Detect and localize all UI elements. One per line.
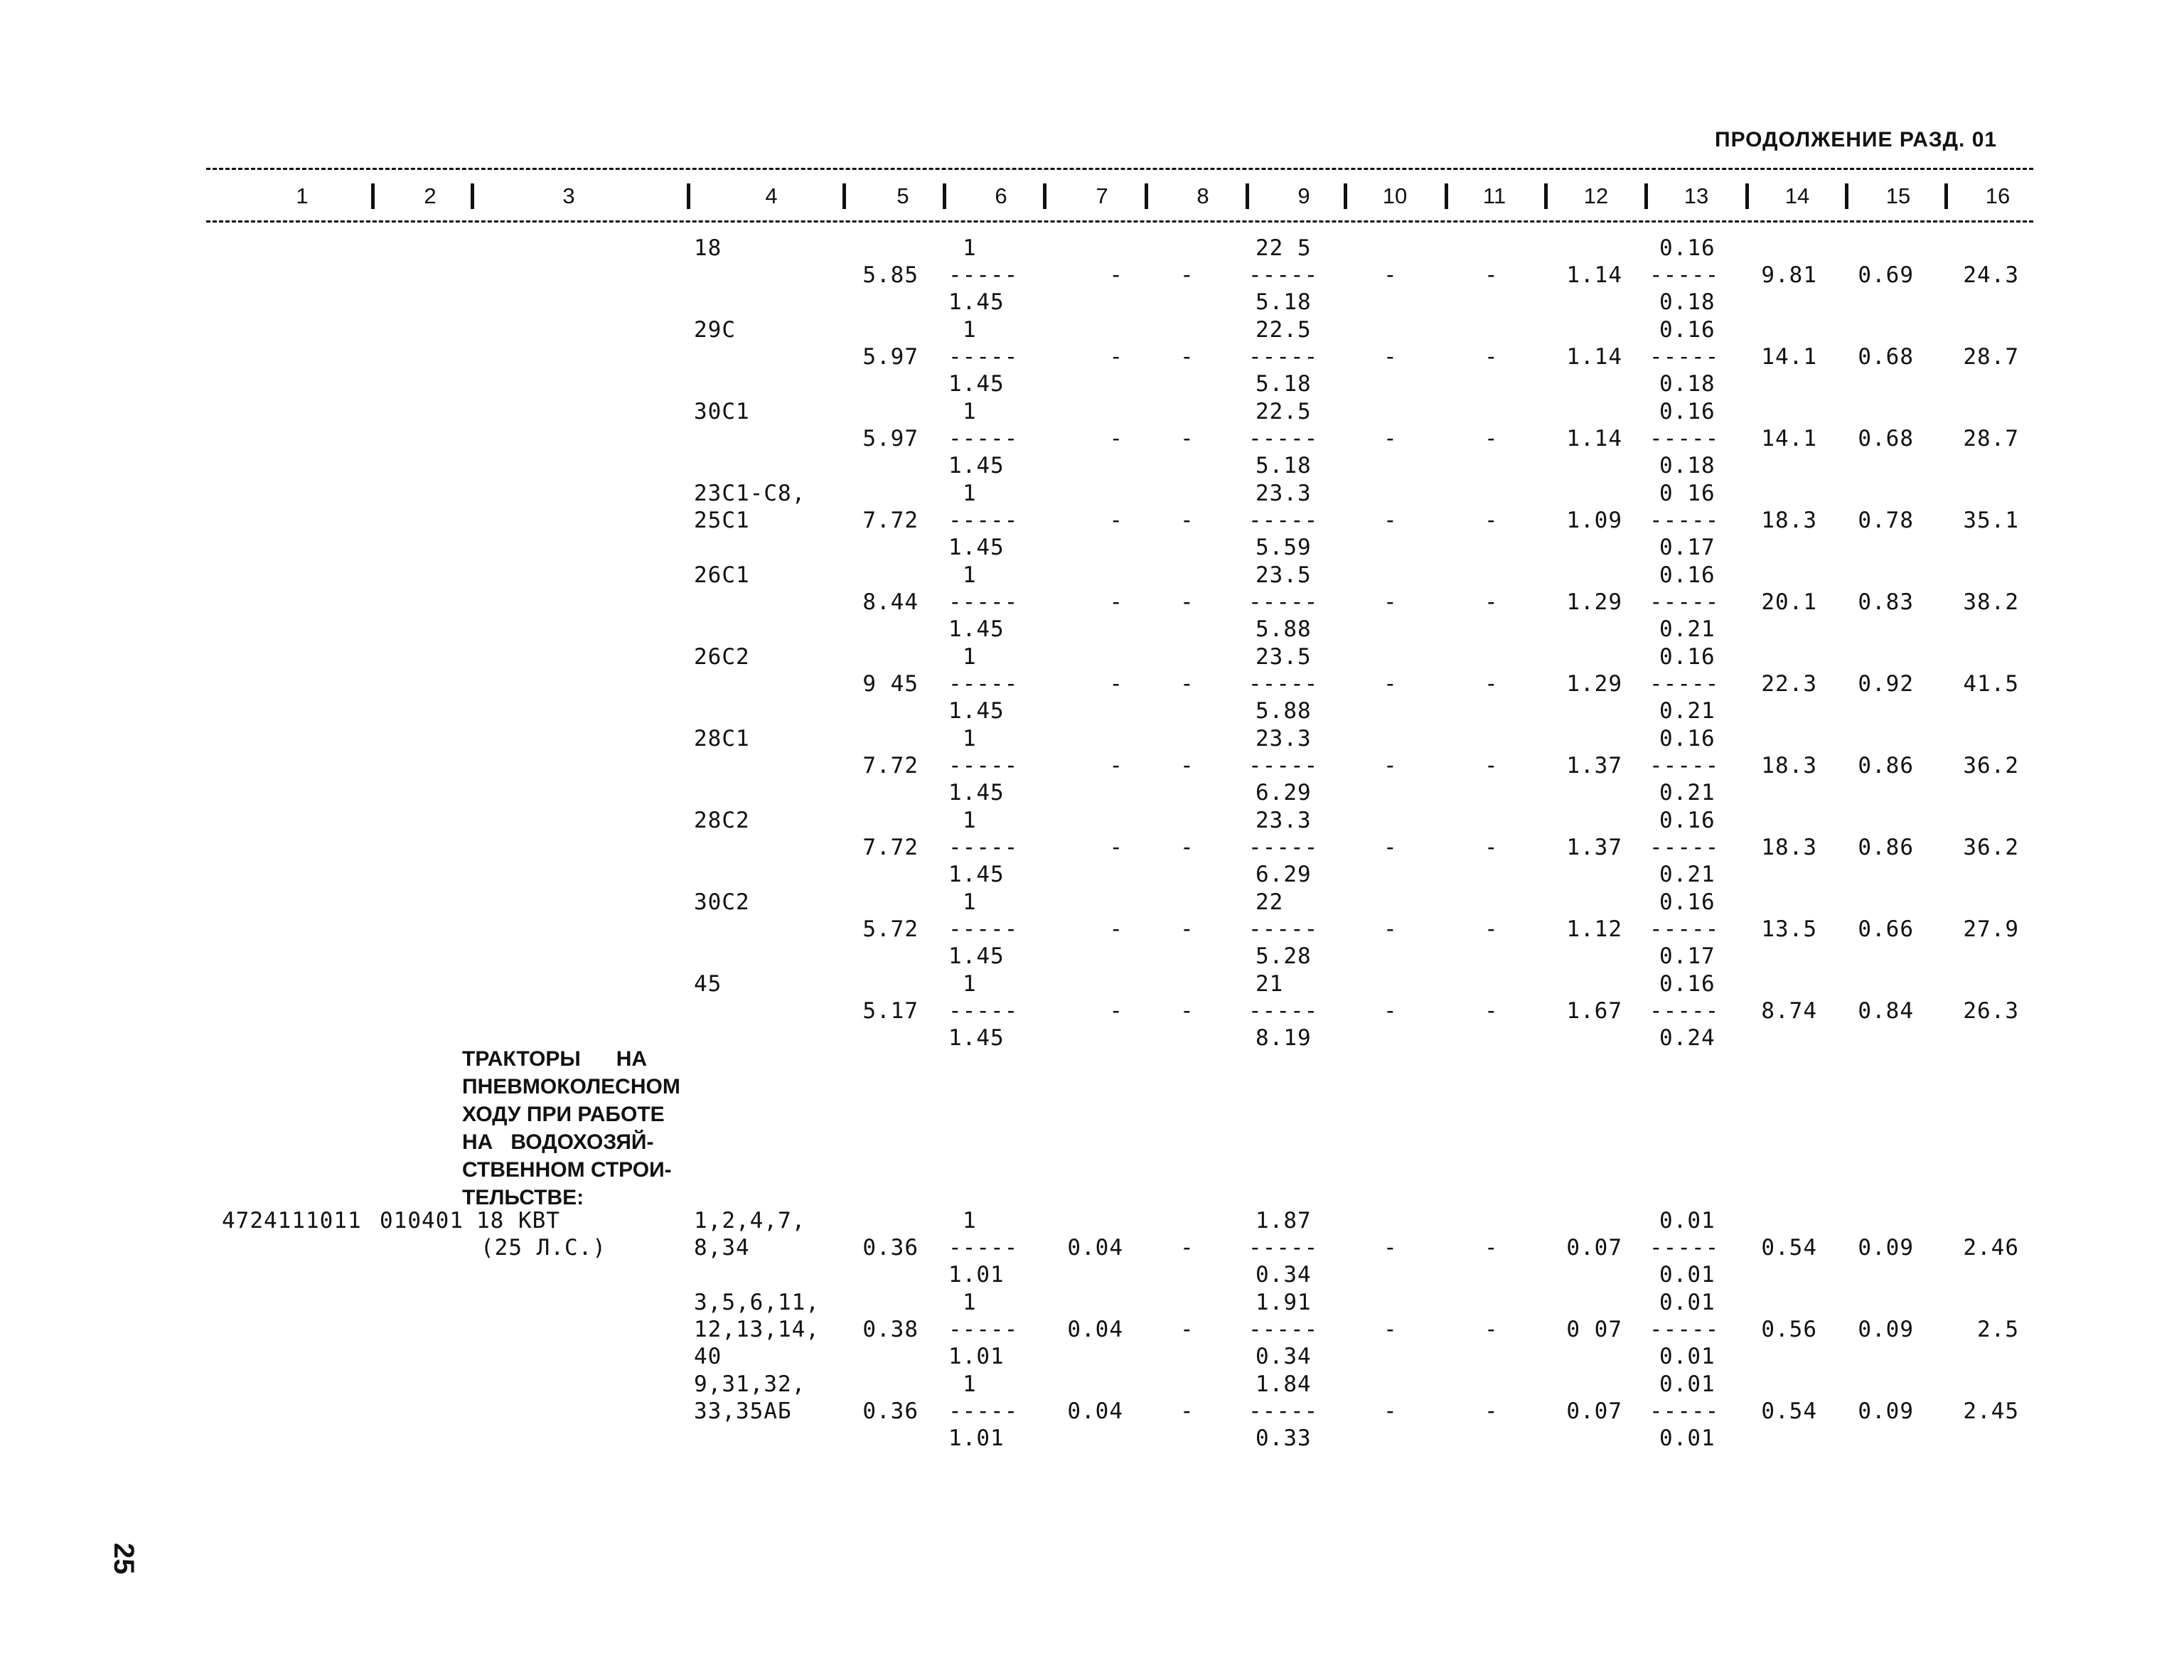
cell-col8: - bbox=[1180, 589, 1194, 615]
cell-col13: 0.17 bbox=[1659, 535, 1715, 560]
cell-col6: 1 bbox=[963, 1208, 977, 1234]
cell-col9: ----- bbox=[1248, 998, 1319, 1024]
cell-col13: ----- bbox=[1649, 344, 1720, 370]
cell-col12: 1.67 bbox=[1566, 998, 1622, 1024]
cell-col8: - bbox=[1180, 344, 1194, 370]
cell-col15: 0.83 bbox=[1858, 589, 1914, 615]
cell-col6: ----- bbox=[948, 262, 1019, 288]
cell-col4: 18 bbox=[694, 235, 722, 261]
cell-col6: 1.45 bbox=[948, 535, 1005, 560]
column-header-15: 15 bbox=[1885, 183, 1911, 208]
cell-col13: 0.01 bbox=[1659, 1344, 1715, 1369]
cell-col14: 8.74 bbox=[1761, 998, 1817, 1024]
cell-col6: ----- bbox=[948, 589, 1019, 615]
cell-col16: 41.5 bbox=[1963, 671, 2019, 697]
cell-col12: 0 07 bbox=[1566, 1317, 1622, 1342]
cell-col13: 0.16 bbox=[1659, 317, 1715, 343]
cell-col13: 0.16 bbox=[1659, 726, 1715, 751]
cell-col13: 0.21 bbox=[1659, 616, 1715, 642]
cell-col6: 1.45 bbox=[948, 453, 1005, 478]
cell-col15: 0.78 bbox=[1858, 508, 1914, 533]
cell-col9: ----- bbox=[1248, 753, 1319, 779]
cell-col11: - bbox=[1484, 1398, 1499, 1424]
cell-col9: 22.5 bbox=[1256, 317, 1312, 343]
cell-col8: - bbox=[1180, 998, 1194, 1024]
cell-col7: 0.04 bbox=[1067, 1235, 1123, 1261]
cell-col13: 0 16 bbox=[1659, 481, 1715, 506]
cell-col6: 1 bbox=[963, 1371, 977, 1397]
column-separator bbox=[1145, 183, 1148, 209]
column-separator bbox=[1246, 183, 1249, 209]
cell-col7: - bbox=[1109, 344, 1123, 370]
item-subcode: 010401 bbox=[380, 1208, 464, 1234]
cell-col7: - bbox=[1109, 916, 1123, 942]
column-separator bbox=[371, 183, 375, 209]
cell-col13: 0.01 bbox=[1659, 1290, 1715, 1315]
cell-col6: 1.45 bbox=[948, 862, 1005, 887]
cell-col8: - bbox=[1180, 835, 1194, 860]
section-note-line: ТРАКТОРЫ НА bbox=[462, 1047, 648, 1071]
cell-col13: ----- bbox=[1649, 753, 1720, 779]
cell-col4: 23С1-С8, bbox=[694, 481, 806, 506]
cell-col13: 0.16 bbox=[1659, 971, 1715, 997]
column-separator bbox=[1745, 183, 1749, 209]
cell-col6: ----- bbox=[948, 1317, 1019, 1342]
cell-col6: 1.45 bbox=[948, 616, 1005, 642]
cell-col5: 5.72 bbox=[862, 916, 919, 942]
cell-col9: 21 bbox=[1256, 971, 1284, 997]
cell-col8: - bbox=[1180, 1235, 1194, 1261]
cell-col9: 5.18 bbox=[1256, 289, 1312, 315]
cell-col9: 1.91 bbox=[1256, 1290, 1312, 1315]
cell-col7: - bbox=[1109, 753, 1123, 779]
column-header-14: 14 bbox=[1784, 183, 1810, 208]
cell-col16: 35.1 bbox=[1963, 508, 2019, 533]
item-description: (25 Л.С.) bbox=[481, 1235, 606, 1261]
cell-col16: 2.46 bbox=[1963, 1235, 2019, 1261]
cell-col5: 7.72 bbox=[862, 753, 919, 779]
cell-col6: 1.45 bbox=[948, 780, 1005, 806]
cell-col9: ----- bbox=[1248, 671, 1319, 697]
cell-col4: 30С1 bbox=[694, 399, 750, 424]
cell-col13: ----- bbox=[1649, 998, 1720, 1024]
cell-col14: 18.3 bbox=[1761, 835, 1817, 860]
cell-col5: 8.44 bbox=[862, 589, 919, 615]
cell-col4: 28С2 bbox=[694, 808, 750, 833]
cell-col6: ----- bbox=[948, 1398, 1019, 1424]
cell-col7: - bbox=[1109, 262, 1123, 288]
cell-col16: 28.7 bbox=[1963, 426, 2019, 451]
cell-col11: - bbox=[1484, 262, 1499, 288]
cell-col10: - bbox=[1383, 916, 1398, 942]
cell-col6: 1.45 bbox=[948, 289, 1005, 315]
cell-col10: - bbox=[1383, 835, 1398, 860]
cell-col4: 25С1 bbox=[694, 508, 750, 533]
cell-col6: 1.01 bbox=[948, 1262, 1005, 1288]
section-note-line: ПНЕВМОКОЛЕСНОМ bbox=[462, 1075, 680, 1098]
cell-col13: ----- bbox=[1649, 1398, 1720, 1424]
column-header-7: 7 bbox=[1096, 183, 1108, 208]
cell-col12: 1.29 bbox=[1566, 589, 1622, 615]
cell-col6: ----- bbox=[948, 1235, 1019, 1261]
cell-col11: - bbox=[1484, 916, 1499, 942]
cell-col15: 0.86 bbox=[1858, 835, 1914, 860]
column-header-10: 10 bbox=[1382, 183, 1408, 208]
cell-col6: 1 bbox=[963, 726, 977, 751]
cell-col15: 0.09 bbox=[1858, 1398, 1914, 1424]
cell-col6: ----- bbox=[948, 916, 1019, 942]
section-note-line: ХОДУ ПРИ РАБОТЕ bbox=[462, 1103, 665, 1126]
cell-col8: - bbox=[1180, 916, 1194, 942]
cell-col16: 27.9 bbox=[1963, 916, 2019, 942]
cell-col6: 1.45 bbox=[948, 943, 1005, 969]
cell-col13: 0.16 bbox=[1659, 399, 1715, 424]
cell-col14: 14.1 bbox=[1761, 426, 1817, 451]
cell-col16: 24.3 bbox=[1963, 262, 2019, 288]
cell-col8: - bbox=[1180, 671, 1194, 697]
cell-col14: 0.56 bbox=[1761, 1317, 1817, 1342]
cell-col16: 28.7 bbox=[1963, 344, 2019, 370]
section-note-line: СТВЕННОМ СТРОИ- bbox=[462, 1158, 672, 1182]
cell-col5: 5.17 bbox=[862, 998, 919, 1024]
cell-col9: ----- bbox=[1248, 344, 1319, 370]
column-header-4: 4 bbox=[765, 183, 778, 208]
column-header-9: 9 bbox=[1297, 183, 1310, 208]
cell-col9: ----- bbox=[1248, 835, 1319, 860]
cell-col16: 36.2 bbox=[1963, 753, 2019, 779]
cell-col8: - bbox=[1180, 753, 1194, 779]
cell-col9: 23.3 bbox=[1256, 726, 1312, 751]
cell-col4: 8,34 bbox=[694, 1235, 750, 1261]
cell-col13: 0.16 bbox=[1659, 644, 1715, 670]
cell-col4: 29С bbox=[694, 317, 736, 343]
cell-col11: - bbox=[1484, 426, 1499, 451]
item-description: 18 КВТ bbox=[476, 1208, 560, 1234]
cell-col4: 40 bbox=[694, 1344, 722, 1369]
cell-col9: 0.34 bbox=[1256, 1344, 1312, 1369]
column-header-3: 3 bbox=[562, 183, 575, 208]
header-top-rule bbox=[206, 168, 2033, 170]
cell-col14: 22.3 bbox=[1761, 671, 1817, 697]
cell-col13: 0.16 bbox=[1659, 235, 1715, 261]
cell-col13: 0.18 bbox=[1659, 289, 1715, 315]
cell-col6: ----- bbox=[948, 426, 1019, 451]
cell-col15: 0.09 bbox=[1858, 1235, 1914, 1261]
cell-col15: 0.68 bbox=[1858, 344, 1914, 370]
cell-col13: ----- bbox=[1649, 262, 1720, 288]
cell-col4: 26С1 bbox=[694, 562, 750, 588]
cell-col9: 0.33 bbox=[1256, 1425, 1312, 1451]
cell-col9: 22 5 bbox=[1256, 235, 1312, 261]
cell-col14: 14.1 bbox=[1761, 344, 1817, 370]
cell-col4: 33,35АБ bbox=[694, 1398, 792, 1424]
cell-col10: - bbox=[1383, 753, 1398, 779]
cell-col6: ----- bbox=[948, 753, 1019, 779]
cell-col6: 1 bbox=[963, 808, 977, 833]
cell-col10: - bbox=[1383, 998, 1398, 1024]
cell-col13: 0.21 bbox=[1659, 698, 1715, 724]
item-code: 4724111011 bbox=[222, 1208, 362, 1234]
column-header-1: 1 bbox=[296, 183, 309, 208]
cell-col5: 0.36 bbox=[862, 1235, 919, 1261]
column-separator bbox=[471, 183, 474, 209]
cell-col9: ----- bbox=[1248, 1235, 1319, 1261]
cell-col9: 5.88 bbox=[1256, 698, 1312, 724]
cell-col5: 5.97 bbox=[862, 344, 919, 370]
cell-col13: 0.18 bbox=[1659, 371, 1715, 397]
cell-col12: 1.14 bbox=[1566, 344, 1622, 370]
cell-col10: - bbox=[1383, 589, 1398, 615]
cell-col6: 1 bbox=[963, 399, 977, 424]
cell-col8: - bbox=[1180, 508, 1194, 533]
cell-col9: ----- bbox=[1248, 262, 1319, 288]
cell-col5: 5.85 bbox=[862, 262, 919, 288]
cell-col13: ----- bbox=[1649, 1317, 1720, 1342]
cell-col12: 1.14 bbox=[1566, 262, 1622, 288]
cell-col11: - bbox=[1484, 835, 1499, 860]
cell-col11: - bbox=[1484, 1317, 1499, 1342]
cell-col6: ----- bbox=[948, 508, 1019, 533]
cell-col15: 0.92 bbox=[1858, 671, 1914, 697]
cell-col9: 1.84 bbox=[1256, 1371, 1312, 1397]
cell-col11: - bbox=[1484, 508, 1499, 533]
column-separator bbox=[687, 183, 690, 209]
cell-col6: 1.01 bbox=[948, 1425, 1005, 1451]
page-number: 25 bbox=[108, 1543, 139, 1575]
cell-col6: 1 bbox=[963, 481, 977, 506]
cell-col6: ----- bbox=[948, 998, 1019, 1024]
column-separator bbox=[1944, 183, 1948, 209]
column-separator bbox=[1845, 183, 1848, 209]
cell-col10: - bbox=[1383, 1235, 1398, 1261]
column-header-12: 12 bbox=[1583, 183, 1609, 208]
cell-col5: 9 45 bbox=[862, 671, 919, 697]
cell-col15: 0.68 bbox=[1858, 426, 1914, 451]
column-header-5: 5 bbox=[896, 183, 909, 208]
cell-col13: ----- bbox=[1649, 916, 1720, 942]
cell-col6: 1 bbox=[963, 1290, 977, 1315]
cell-col6: 1 bbox=[963, 235, 977, 261]
cell-col9: 6.29 bbox=[1256, 862, 1312, 887]
cell-col13: 0.01 bbox=[1659, 1262, 1715, 1288]
cell-col15: 0.66 bbox=[1858, 916, 1914, 942]
cell-col6: 1.45 bbox=[948, 371, 1005, 397]
cell-col9: 22.5 bbox=[1256, 399, 1312, 424]
cell-col8: - bbox=[1180, 262, 1194, 288]
column-separator bbox=[943, 183, 946, 209]
column-separator bbox=[1344, 183, 1347, 209]
column-header-6: 6 bbox=[995, 183, 1007, 208]
cell-col4: 3,5,6,11, bbox=[694, 1290, 820, 1315]
column-header-11: 11 bbox=[1482, 183, 1506, 208]
column-separator bbox=[1445, 183, 1448, 209]
cell-col16: 26.3 bbox=[1963, 998, 2019, 1024]
cell-col6: ----- bbox=[948, 344, 1019, 370]
cell-col13: 0.16 bbox=[1659, 562, 1715, 588]
cell-col6: 1 bbox=[963, 971, 977, 997]
cell-col9: 1.87 bbox=[1256, 1208, 1312, 1234]
cell-col7: 0.04 bbox=[1067, 1398, 1123, 1424]
cell-col4: 30С2 bbox=[694, 889, 750, 915]
section-note-line: НА ВОДОХОЗЯЙ- bbox=[462, 1130, 654, 1154]
cell-col9: 8.19 bbox=[1256, 1025, 1312, 1051]
cell-col6: ----- bbox=[948, 671, 1019, 697]
cell-col14: 18.3 bbox=[1761, 508, 1817, 533]
cell-col11: - bbox=[1484, 671, 1499, 697]
cell-col6: 1 bbox=[963, 889, 977, 915]
cell-col9: ----- bbox=[1248, 508, 1319, 533]
cell-col9: ----- bbox=[1248, 916, 1319, 942]
cell-col13: 0.18 bbox=[1659, 453, 1715, 478]
cell-col13: 0.16 bbox=[1659, 889, 1715, 915]
cell-col13: 0.17 bbox=[1659, 943, 1715, 969]
cell-col12: 1.14 bbox=[1566, 426, 1622, 451]
cell-col13: 0.01 bbox=[1659, 1208, 1715, 1234]
cell-col9: 23.3 bbox=[1256, 808, 1312, 833]
cell-col15: 0.84 bbox=[1858, 998, 1914, 1024]
column-separator bbox=[1544, 183, 1548, 209]
cell-col12: 1.37 bbox=[1566, 753, 1622, 779]
cell-col5: 7.72 bbox=[862, 835, 919, 860]
cell-col14: 0.54 bbox=[1761, 1398, 1817, 1424]
cell-col7: - bbox=[1109, 671, 1123, 697]
cell-col9: ----- bbox=[1248, 589, 1319, 615]
cell-col9: 6.29 bbox=[1256, 780, 1312, 806]
cell-col14: 9.81 bbox=[1761, 262, 1817, 288]
cell-col9: 5.88 bbox=[1256, 616, 1312, 642]
cell-col13: ----- bbox=[1649, 508, 1720, 533]
cell-col6: ----- bbox=[948, 835, 1019, 860]
cell-col14: 18.3 bbox=[1761, 753, 1817, 779]
cell-col13: ----- bbox=[1649, 835, 1720, 860]
cell-col9: ----- bbox=[1248, 426, 1319, 451]
column-header-13: 13 bbox=[1684, 183, 1709, 208]
cell-col10: - bbox=[1383, 508, 1398, 533]
cell-col10: - bbox=[1383, 1398, 1398, 1424]
cell-col15: 0.69 bbox=[1858, 262, 1914, 288]
cell-col6: 1 bbox=[963, 562, 977, 588]
cell-col13: ----- bbox=[1649, 1235, 1720, 1261]
cell-col4: 1,2,4,7, bbox=[694, 1208, 806, 1234]
cell-col4: 26С2 bbox=[694, 644, 750, 670]
cell-col9: 23.5 bbox=[1256, 644, 1312, 670]
cell-col11: - bbox=[1484, 1235, 1499, 1261]
cell-col12: 1.09 bbox=[1566, 508, 1622, 533]
cell-col11: - bbox=[1484, 589, 1499, 615]
cell-col9: 5.18 bbox=[1256, 371, 1312, 397]
cell-col5: 7.72 bbox=[862, 508, 919, 533]
cell-col9: 22 bbox=[1256, 889, 1284, 915]
cell-col8: - bbox=[1180, 426, 1194, 451]
cell-col9: 5.28 bbox=[1256, 943, 1312, 969]
cell-col6: 1.45 bbox=[948, 698, 1005, 724]
cell-col13: ----- bbox=[1649, 589, 1720, 615]
cell-col11: - bbox=[1484, 998, 1499, 1024]
cell-col6: 1 bbox=[963, 644, 977, 670]
cell-col11: - bbox=[1484, 753, 1499, 779]
cell-col12: 0.07 bbox=[1566, 1235, 1622, 1261]
cell-col14: 0.54 bbox=[1761, 1235, 1817, 1261]
cell-col7: - bbox=[1109, 508, 1123, 533]
cell-col8: - bbox=[1180, 1317, 1194, 1342]
column-header-16: 16 bbox=[1985, 183, 2011, 208]
cell-col6: 1.45 bbox=[948, 1025, 1005, 1051]
header-bottom-rule bbox=[206, 220, 2033, 223]
cell-col16: 36.2 bbox=[1963, 835, 2019, 860]
cell-col13: 0.16 bbox=[1659, 808, 1715, 833]
section-note-line: ТЕЛЬСТВЕ: bbox=[462, 1186, 584, 1209]
cell-col10: - bbox=[1383, 262, 1398, 288]
cell-col7: - bbox=[1109, 426, 1123, 451]
cell-col14: 13.5 bbox=[1761, 916, 1817, 942]
cell-col12: 1.37 bbox=[1566, 835, 1622, 860]
cell-col10: - bbox=[1383, 1317, 1398, 1342]
cell-col8: - bbox=[1180, 1398, 1194, 1424]
cell-col16: 2.5 bbox=[1977, 1317, 2019, 1342]
cell-col11: - bbox=[1484, 344, 1499, 370]
cell-col6: 1.01 bbox=[948, 1344, 1005, 1369]
cell-col13: 0.01 bbox=[1659, 1425, 1715, 1451]
cell-col10: - bbox=[1383, 344, 1398, 370]
cell-col9: 5.59 bbox=[1256, 535, 1312, 560]
cell-col4: 45 bbox=[694, 971, 722, 997]
column-separator bbox=[1644, 183, 1648, 209]
cell-col12: 1.29 bbox=[1566, 671, 1622, 697]
column-separator bbox=[1043, 183, 1046, 209]
cell-col12: 0.07 bbox=[1566, 1398, 1622, 1424]
section-title: ПРОДОЛЖЕНИЕ РАЗД. 01 bbox=[1715, 128, 1998, 151]
cell-col13: 0.21 bbox=[1659, 862, 1715, 887]
cell-col13: ----- bbox=[1649, 426, 1720, 451]
cell-col9: 5.18 bbox=[1256, 453, 1312, 478]
cell-col13: 0.01 bbox=[1659, 1371, 1715, 1397]
cell-col10: - bbox=[1383, 671, 1398, 697]
cell-col7: - bbox=[1109, 835, 1123, 860]
cell-col9: 23.3 bbox=[1256, 481, 1312, 506]
cell-col5: 5.97 bbox=[862, 426, 919, 451]
cell-col9: ----- bbox=[1248, 1398, 1319, 1424]
column-separator bbox=[842, 183, 846, 209]
cell-col4: 9,31,32, bbox=[694, 1371, 806, 1397]
cell-col9: 23.5 bbox=[1256, 562, 1312, 588]
cell-col15: 0.09 bbox=[1858, 1317, 1914, 1342]
cell-col13: 0.21 bbox=[1659, 780, 1715, 806]
cell-col6: 1 bbox=[963, 317, 977, 343]
cell-col7: 0.04 bbox=[1067, 1317, 1123, 1342]
cell-col9: 0.34 bbox=[1256, 1262, 1312, 1288]
column-header-2: 2 bbox=[424, 183, 437, 208]
cell-col5: 0.38 bbox=[862, 1317, 919, 1342]
cell-col7: - bbox=[1109, 998, 1123, 1024]
cell-col16: 2.45 bbox=[1963, 1398, 2019, 1424]
cell-col9: ----- bbox=[1248, 1317, 1319, 1342]
cell-col14: 20.1 bbox=[1761, 589, 1817, 615]
cell-col13: ----- bbox=[1649, 671, 1720, 697]
cell-col12: 1.12 bbox=[1566, 916, 1622, 942]
cell-col5: 0.36 bbox=[862, 1398, 919, 1424]
cell-col4: 12,13,14, bbox=[694, 1317, 820, 1342]
cell-col15: 0.86 bbox=[1858, 753, 1914, 779]
cell-col13: 0.24 bbox=[1659, 1025, 1715, 1051]
cell-col10: - bbox=[1383, 426, 1398, 451]
cell-col7: - bbox=[1109, 589, 1123, 615]
cell-col4: 28С1 bbox=[694, 726, 750, 751]
cell-col16: 38.2 bbox=[1963, 589, 2019, 615]
column-header-8: 8 bbox=[1197, 183, 1209, 208]
